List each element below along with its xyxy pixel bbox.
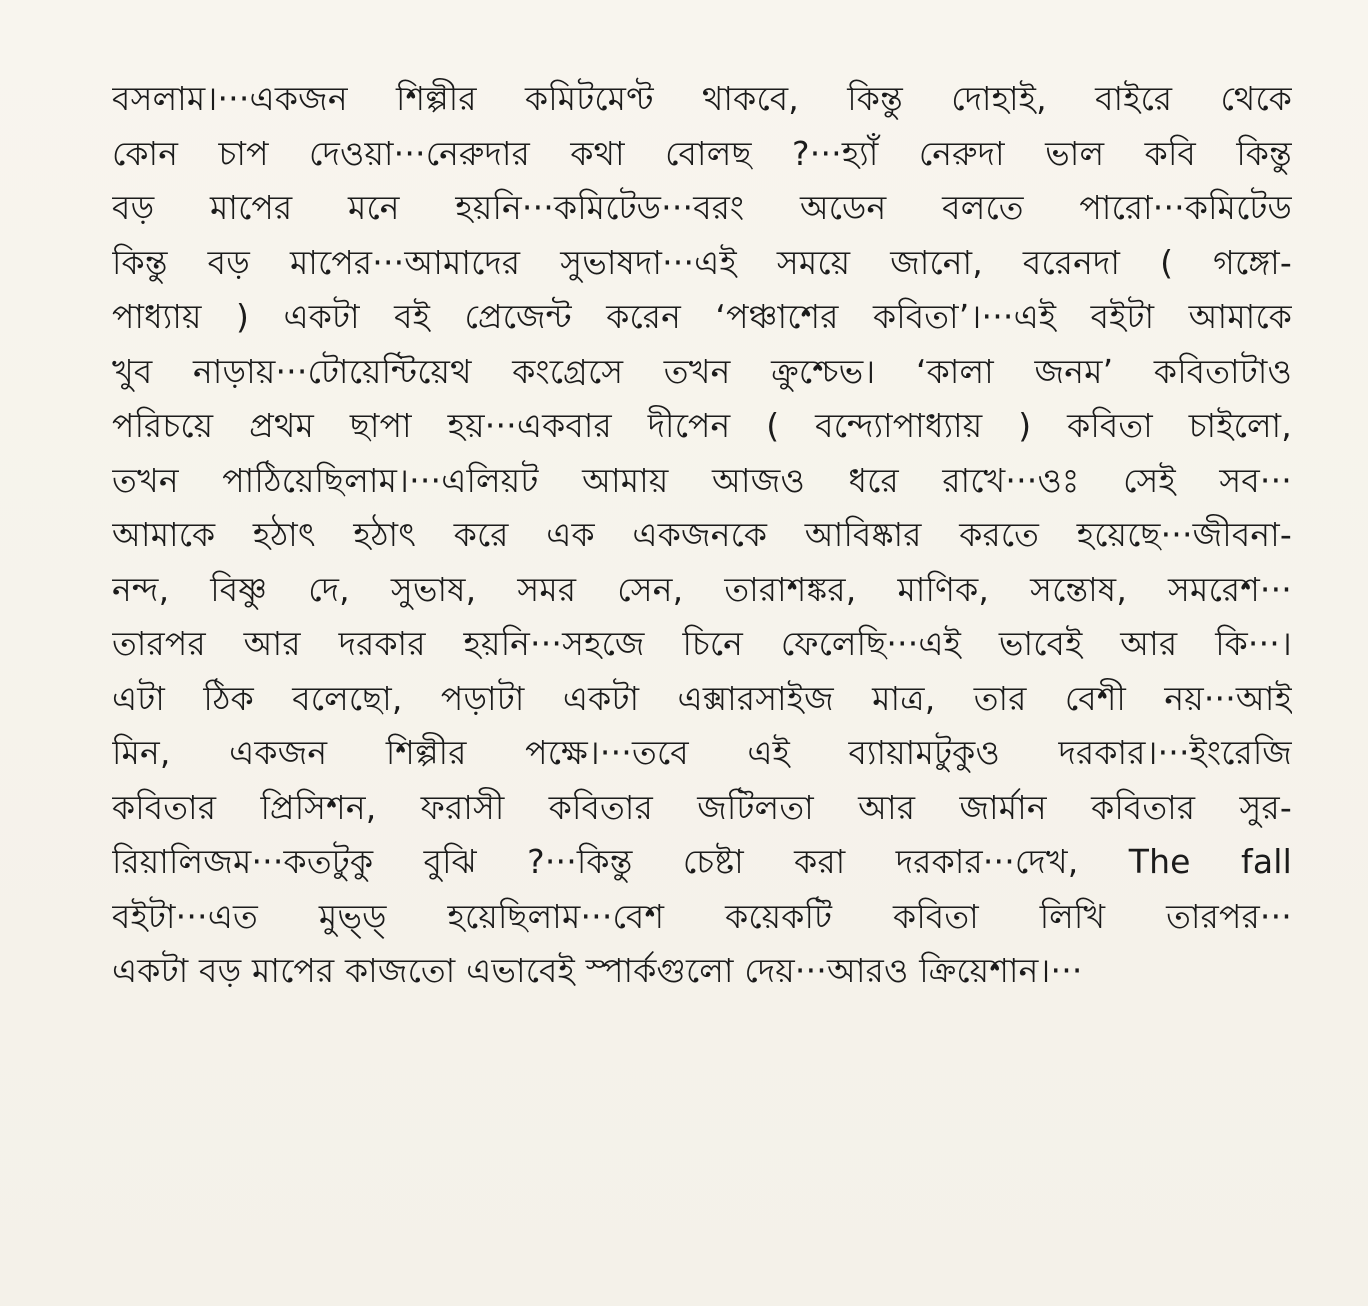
text-line-15: রিয়ালিজম···কতটুকু বুঝি ?···কিন্তু চেষ্টা করা দরকার···দেখ, The fall <box>112 842 1292 881</box>
text-line-1: বসলাম।···একজন শিল্পীর কমিটমেণ্ট থাকবে, কিন্তু দোহাই, বাইরে থেকে <box>112 79 1292 118</box>
text-line-13: মিন, একজন শিল্পীর পক্ষে।···তবে এই ব্যায়ামটুকুও দরকার।···ইংরেজি <box>112 733 1292 772</box>
text-line-12: এটা ঠিক বলেছো, পড়াটা একটা এক্সারসাইজ মাত্র, তার বেশী নয়···আই <box>112 678 1292 718</box>
text-line-9: আমাকে হঠাৎ হঠাৎ করে এক একজনকে আবিষ্কার করতে হয়েছে···জীবনা- <box>112 515 1292 554</box>
body-text <box>112 72 1292 999</box>
text-line-16: বইটা···এত মুভ্‌ড্‌ হয়েছিলাম···বেশ কয়েকটি কবিতা লিখি তারপর··· <box>112 896 1292 936</box>
text-line-4: কিন্তু বড় মাপের···আমাদের সুভাষদা···এই সময়ে জানো, বরেনদা ( গঙ্গো- <box>112 242 1292 282</box>
text-line-7: পরিচয়ে প্রথম ছাপা হয়···একবার দীপেন ( বন্দ্যোপাধ্যায় ) কবিতা চাইলো, <box>112 406 1292 445</box>
text-line-10: নন্দ, বিষ্ণু দে, সুভাষ, সমর সেন, তারাশঙ্কর, মাণিক, সন্তোষ, সমরেশ··· <box>112 569 1292 609</box>
text-line-2: কোন চাপ দেওয়া···নেরুদার কথা বোলছ ?···হ্যাঁ নেরুদা ভাল কবি কিন্তু <box>112 133 1292 173</box>
text-line-8: তখন পাঠিয়েছিলাম।···এলিয়ট আমায় আজও ধরে রাখে···ওঃ সেই সব··· <box>112 460 1292 500</box>
text-line-14: কবিতার প্রিসিশন, ফরাসী কবিতার জটিলতা আর জার্মান কবিতার সুর- <box>112 787 1292 827</box>
text-line-5: পাধ্যায় ) একটা বই প্রেজেন্ট করেন ‘পঞ্চাশের কবিতা’।···এই বইটা আমাকে <box>112 297 1292 336</box>
text-line-3: বড় মাপের মনে হয়নি···কমিটেড···বরং অডেন বলতে পারো···কমিটেড <box>112 188 1292 227</box>
text-line-11: তারপর আর দরকার হয়নি···সহজে চিনে ফেলেছি···এই ভাবেই আর কি···। <box>112 624 1292 663</box>
text-line-17: একটা বড় মাপের কাজতো এভাবেই স্পার্কগুলো দেয়···আরও ক্রিয়েশান।··· <box>112 951 1083 990</box>
text-line-6: খুব নাড়ায়···টোয়েন্টিয়েথ কংগ্রেসে তখন ক্রুশ্চেভ। ‘কালা জনম’ কবিতাটাও <box>112 351 1292 391</box>
